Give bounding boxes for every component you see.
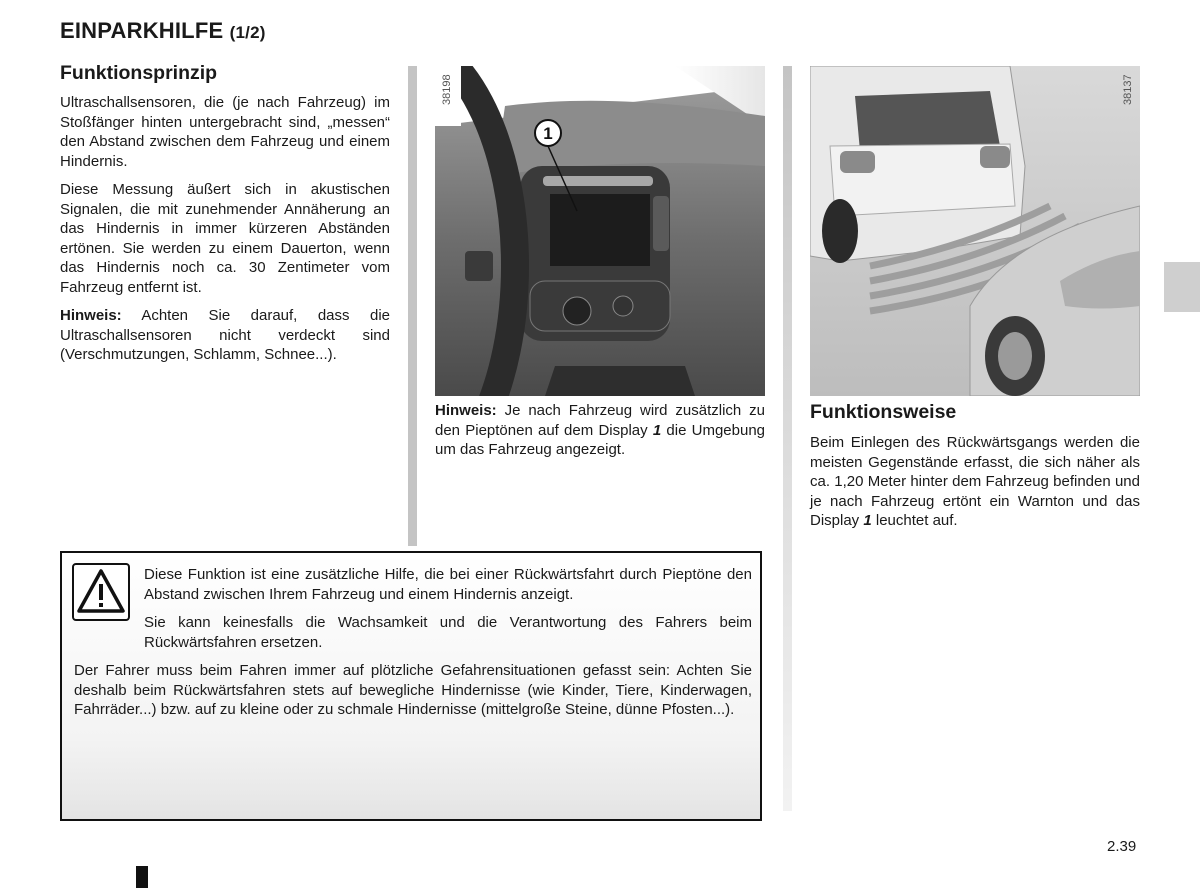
page-title-text: EINPARKHILFE (60, 18, 224, 43)
warning-triangle-icon (72, 563, 130, 621)
warning-line-1: Diese Funktion ist eine zusätzliche Hilfe, die bei einer Rückwärtsfahrt durch Pieptöne den Abstand zwischen Ihrem Fahrzeug und einem Hindernis anzeigt. (144, 566, 752, 603)
image-number-38198: 38198 (441, 74, 453, 105)
dashboard-illustration (435, 66, 765, 396)
parking-figure (810, 66, 1140, 396)
figure1-note-text-a: Je nach Fahrzeug wird zusätzlich zu den Pieptönen auf dem Display (435, 402, 765, 439)
funktionsweise-ref: 1 (863, 512, 872, 529)
dashboard-figure (435, 66, 765, 396)
bottom-marker (136, 866, 148, 888)
warning-box (60, 551, 762, 821)
paragraph-2: Diese Messung äußert sich in akustischen Signalen, die mit zunehmender Annäherung an das Hindernis in immer kürzeren Abständen ertönen. Sie werden zu einem Dauerton, wenn das Hindernis noch ca. 30 Zentimeter vom Fahrzeug entfernt ist. (60, 181, 390, 296)
figure1-note-ref: 1 (652, 421, 662, 439)
funktionsweise-text-a: Beim Einlegen des Rückwärtsgangs werden die meisten Gegenstände erfasst, die sich näher als ca. 1,20 Meter hinter dem Fahrzeug befinden und je nach Fahrzeug ertönt ein Warnton und das Display (810, 434, 1140, 529)
page-title-suffix: (1/2) (229, 23, 266, 42)
warning-text-top (144, 565, 752, 661)
note-label: Hinweis: (60, 307, 122, 324)
column-divider-1 (408, 66, 417, 546)
funktionsweise-text-b: leuchtet auf. (871, 512, 958, 529)
section-heading-funktionsprinzip: Funktionsprinzip (60, 62, 218, 84)
chapter-tab (1164, 262, 1200, 312)
callout-1: 1 (543, 124, 553, 143)
figure1-note-paragraph (435, 401, 765, 460)
funktionsweise-paragraph (810, 433, 1140, 531)
warning-line-3: Der Fahrer muss beim Fahren immer auf plötzliche Gefahrensituationen gefasst sein: Achten Sie deshalb beim Rückwärtsfahren stets auf bewegliche Hindernisse (wie Kinder, Tiere, Kinderwagen, Fahrräder...) bzw. auf zu kleine oder zu schmale Hindernisse (mittelgroße Steine, dünne Pfosten...). (74, 662, 752, 718)
note-paragraph (60, 306, 390, 365)
column-funktionsprinzip (60, 62, 390, 374)
figure1-note-text-b: die Umgebung um das Fahrzeug angezeigt. (435, 421, 766, 458)
figure1-note-label: Hinweis: (435, 402, 497, 419)
note-text: Achten Sie darauf, dass die Ultraschallsensoren nicht verdeckt sind (Verschmutzungen, Schlamm, Schnee...). (60, 307, 390, 363)
column-funktionsweise (810, 401, 1140, 540)
parking-illustration (810, 66, 1140, 396)
paragraph-1: Ultraschallsensoren, die (je nach Fahrzeug) im Stoßfänger hinten untergebracht sind, „messen“ den Abstand zwischen dem Fahrzeug und einem Hindernis. (60, 94, 390, 170)
page-number: 2.39 (1107, 838, 1137, 855)
warning-text-bottom (74, 661, 752, 729)
figure1-note (435, 401, 765, 469)
image-number-38137: 38137 (1122, 74, 1134, 105)
section-heading-funktionsweise: Funktionsweise (810, 401, 957, 423)
column-divider-2 (783, 66, 792, 811)
warning-line-2: Sie kann keinesfalls die Wachsamkeit und die Verantwortung des Fahrers beim Rückwärtsfahren ersetzen. (144, 614, 752, 651)
page-title (60, 18, 266, 44)
